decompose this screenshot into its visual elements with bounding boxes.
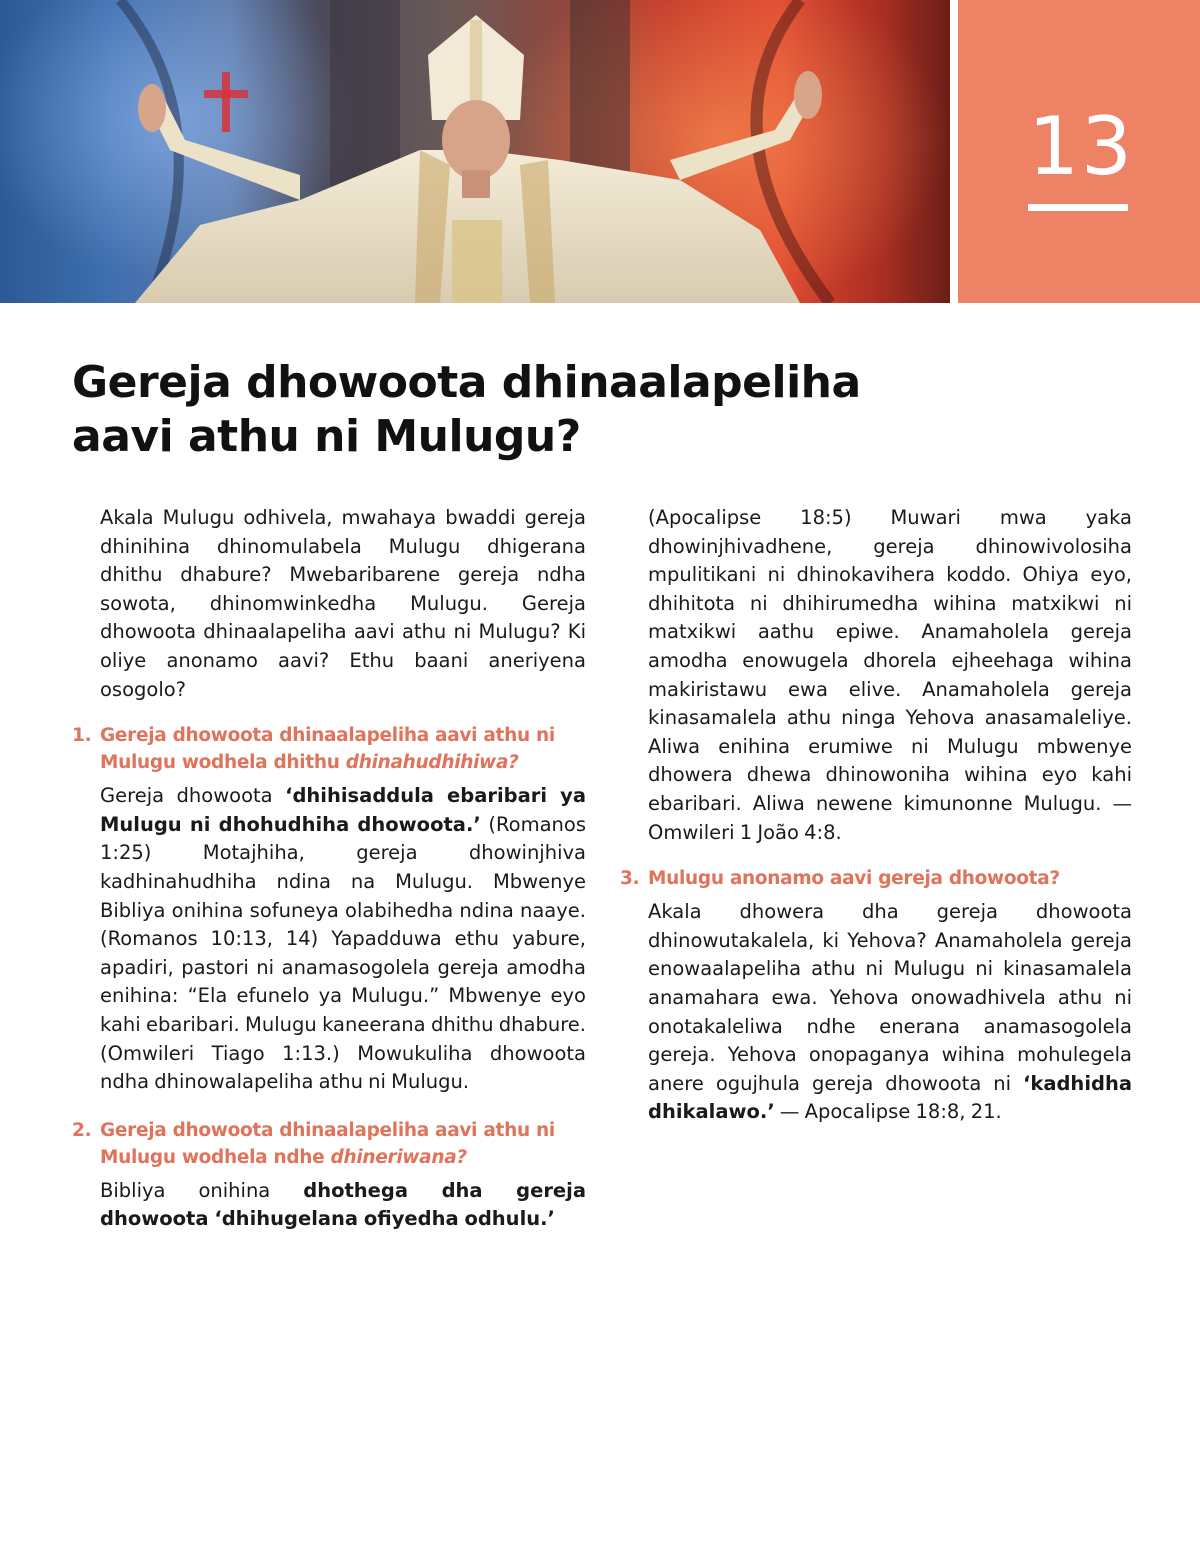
chapter-number-underline (1028, 204, 1128, 211)
left-column (72, 504, 586, 1234)
question-1-text: Gereja dhowoota dhinaalapeliha aavi athu ni Mulugu wodhela dhithu dhinahudhihiwa? (100, 725, 555, 774)
question-2-text: Gereja dhowoota dhinaalapeliha aavi athu ni Mulugu wodhela ndhe dhineriwana? (100, 1119, 555, 1168)
question-1-number: 1. (72, 725, 92, 747)
answer-1-paragraph: Gereja dhowoota ‘dhihisaddula ebaribari ya Mulugu ni dhohudhiha dhowoota.’ (Romanos 1:25) Motajhiha, gereja dhowinjhiva kadhinahudhiha ndina na Mulugu. Mbwenye Bibliya onihina sofuneya olabihedha ndina naaye. (Romanos 10:13, 14) Yapadduwa ethu yabure, apadiri, pastori ni anamasogolela gereja amodha enihina: “Ela efunelo ya Mulugu.” Mbwenye eyo kahi ebaribari. Mulugu kaneerana dhithu dhabure. (Omwileri Tiago 1:13.) Mowukuliha dhowoota ndha dhinowalapeliha athu ni Mulugu. (100, 784, 587, 1094)
question-3-number: 3. (620, 868, 640, 890)
question-2 (72, 1117, 586, 1171)
question-1 (72, 722, 586, 776)
answer-2-paragraph-start: Bibliya onihina dhothega dha gereja dhowoota ‘dhihugelana ofiyedha odhulu.’ (100, 1178, 587, 1231)
right-column (620, 504, 1132, 1127)
chapter-number: 13 (1028, 100, 1134, 193)
header-image (0, 0, 950, 303)
answer-3-paragraph: Akala dhowera dha gereja dhowoota dhinowutakalela, ki Yehova? Anamaholela gereja enowaalapeliha athu ni Mulugu ni kinasamalela anamahara ewa. Yehova onowadhivela athu ni onotakaleliwa ndhe enerana anamasogolela gereja. Yehova onopaganya wihina mohulegela anere ogujhula gereja dhowoota ni ‘kadhidha dhikalawo.’ — Apocalipse 18:8, 21. (648, 900, 1132, 1124)
question-3 (620, 865, 1132, 892)
answer-2-paragraph-continued: (Apocalipse 18:5) Muwari mwa yaka dhowinjhivadhene, gereja dhinowivolosiha mpulitikani ni dhinokavihera koddo. Ohiya eyo, dhihitota ni dhihirumedha wihina matxikwi ni matxikwi aathu epiwe. Anamaholela gereja amodha enowugela dhorela ejheehaga wihina makiristawu ewa elive. Anamaholela gereja kinasamalela athu ninga Yehova anasamaleliye. Aliwa enihina erumiwe ni Mulugu mbwenye dhowera dhewa dhinowoniha wihina eyo kahi ebaribari. Aliwa newene kimunonne Mulugu. — Omwileri 1 João 4:8. (648, 506, 1132, 844)
priest-raising-arms-image (0, 0, 950, 303)
page-title: Gereja dhowoota dhinaalapeliha aavi athu ni Mulugu? (72, 357, 861, 462)
question-2-number: 2. (72, 1119, 92, 1141)
question-3-text: Mulugu anonamo aavi gereja dhowoota? (648, 868, 1060, 890)
intro-paragraph: Akala Mulugu odhivela, mwahaya bwaddi gereja dhinihina dhinomulabela Mulugu dhigerana dhithu dhabure? Mwebaribarene gereja ndha sowota, dhinomwinkedha Mulugu. Gereja dhowoota dhinaalapeliha aavi athu ni Mulugu? Ki oliye anonamo aavi? Ethu baani aneriyena osogolo? (100, 506, 586, 701)
chapter-number-box (958, 0, 1200, 303)
